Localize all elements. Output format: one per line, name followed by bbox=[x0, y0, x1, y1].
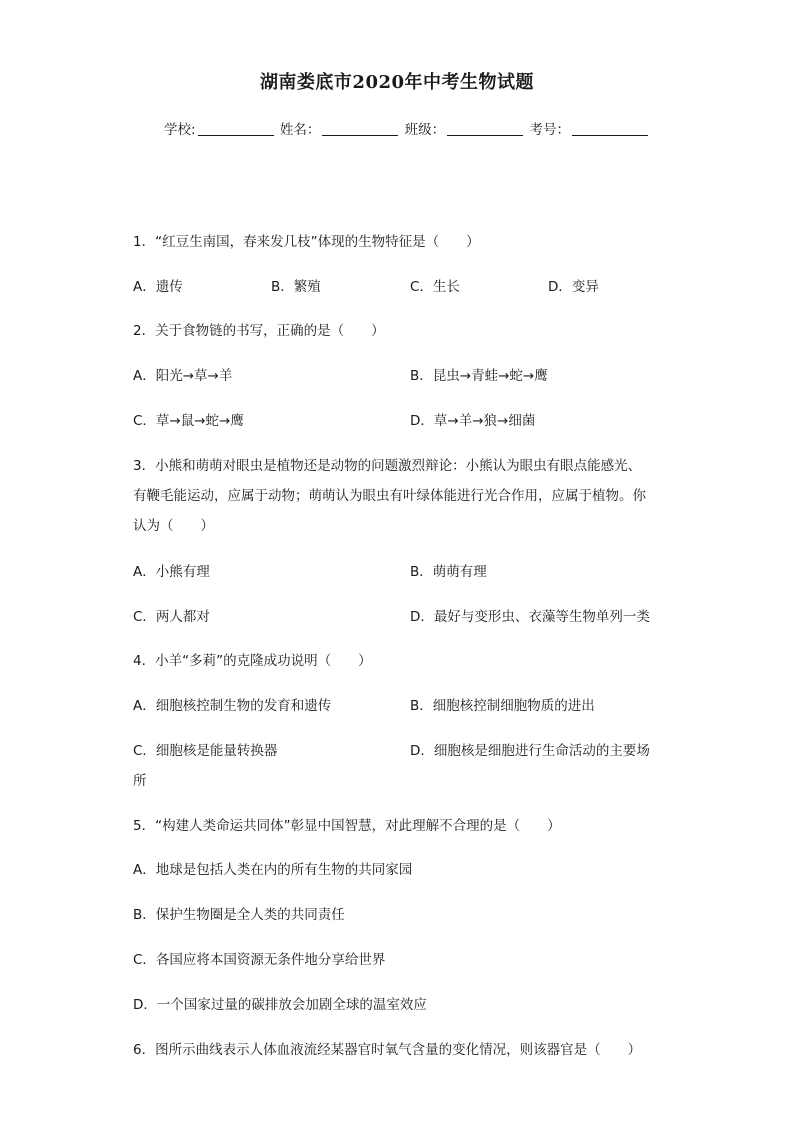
question-6-stem: 6．图所示曲线表示人体血液流经某器官时氧气含量的变化情况，则该器官是（ ） bbox=[133, 1042, 642, 1058]
question-1-option-b[interactable]: B．繁殖 bbox=[271, 279, 321, 295]
question-1-option-c[interactable]: C．生长 bbox=[410, 279, 460, 295]
class-blank[interactable] bbox=[447, 121, 523, 136]
question-2-option-b[interactable]: B．昆虫→青蛙→蛇→鹰 bbox=[410, 368, 548, 384]
exam-number-blank[interactable] bbox=[572, 121, 648, 136]
question-4-option-d[interactable]: D．细胞核是细胞进行生命活动的主要场 bbox=[410, 743, 650, 759]
question-1-stem: 1．“红豆生南国，春来发几枝”体现的生物特征是（ ） bbox=[133, 234, 480, 250]
exam-number-label: 考号： bbox=[529, 122, 570, 138]
question-3-option-b[interactable]: B．萌萌有理 bbox=[410, 564, 487, 580]
school-label: 学校: bbox=[164, 122, 196, 138]
question-3-option-a[interactable]: A．小熊有理 bbox=[133, 564, 210, 580]
question-3-stem-line-2: 有鞭毛能运动，应属于动物；萌萌认为眼虫有叶绿体能进行光合作用，应属于植物。你 bbox=[133, 488, 646, 504]
page-title: 湖南娄底市2020年中考生物试题 bbox=[259, 72, 535, 93]
question-3-stem-line-3: 认为（ ） bbox=[133, 518, 214, 534]
question-2-option-a[interactable]: A．阳光→草→羊 bbox=[133, 368, 233, 384]
question-5-option-c[interactable]: C．各国应将本国资源无条件地分享给世界 bbox=[133, 952, 386, 968]
question-2-option-d[interactable]: D．草→羊→狼→细菌 bbox=[410, 413, 536, 429]
question-4-option-c[interactable]: C．细胞核是能量转换器 bbox=[133, 743, 278, 759]
question-1-option-a[interactable]: A．遗传 bbox=[133, 279, 183, 295]
question-5-option-b[interactable]: B．保护生物圈是全人类的共同责任 bbox=[133, 907, 345, 923]
question-1-option-d[interactable]: D．变异 bbox=[548, 279, 599, 295]
question-3-option-d[interactable]: D．最好与变形虫、衣藻等生物单列一类 bbox=[410, 609, 650, 625]
school-blank[interactable] bbox=[198, 121, 274, 136]
name-label: 姓名： bbox=[279, 122, 321, 138]
question-2-option-c[interactable]: C．草→鼠→蛇→鹰 bbox=[133, 413, 244, 429]
question-2-stem: 2．关于食物链的书写，正确的是（ ） bbox=[133, 323, 385, 339]
question-4-option-b[interactable]: B．细胞核控制细胞物质的进出 bbox=[410, 698, 595, 714]
class-label: 班级： bbox=[404, 122, 446, 138]
question-4-option-a[interactable]: A．细胞核控制生物的发育和遗传 bbox=[133, 698, 332, 714]
name-blank[interactable] bbox=[322, 121, 398, 136]
question-5-option-a[interactable]: A．地球是包括人类在内的所有生物的共同家园 bbox=[133, 862, 413, 878]
question-4-option-d-continuation: 所 bbox=[133, 773, 147, 789]
question-5-stem: 5．“构建人类命运共同体”彰显中国智慧，对此理解不合理的是（ ） bbox=[133, 818, 561, 834]
question-3-option-c[interactable]: C．两人都对 bbox=[133, 609, 210, 625]
question-3-stem-line-1: 3．小熊和萌萌对眼虫是植物还是动物的问题激烈辩论：小熊认为眼虫有眼点能感光、 bbox=[133, 458, 642, 474]
question-4-stem: 4．小羊“多莉”的克隆成功说明（ ） bbox=[133, 653, 372, 669]
student-info-line bbox=[164, 118, 650, 138]
question-5-option-d[interactable]: D．一个国家过量的碳排放会加剧全球的温室效应 bbox=[133, 997, 427, 1013]
